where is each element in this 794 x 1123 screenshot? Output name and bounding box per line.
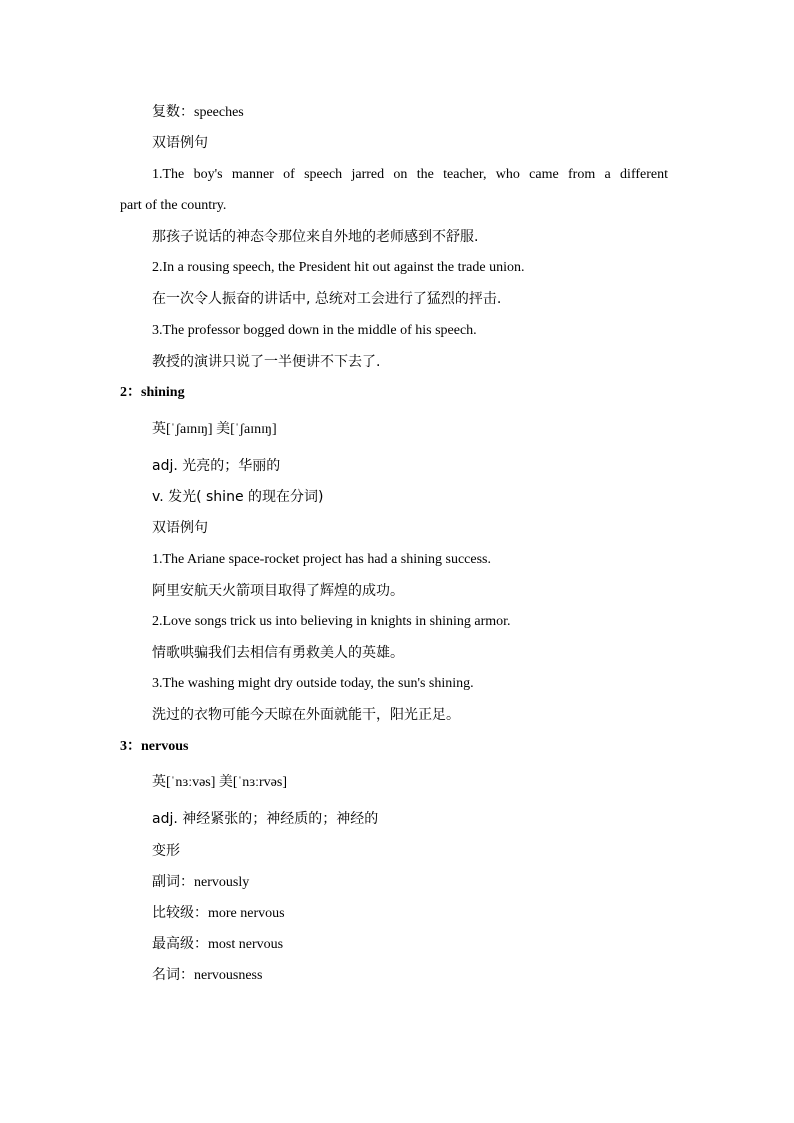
superlative-line xyxy=(152,935,283,954)
noun-value: nervousness xyxy=(194,968,263,983)
comparative-value: more nervous xyxy=(208,906,285,921)
heading-shining: 2：shining xyxy=(120,385,185,400)
adverb-value: nervously xyxy=(194,875,250,890)
speech-example-3-zh: 教授的演讲只说了一半便讲不下去了. xyxy=(152,354,381,370)
definition-verb-shining: v. 发光( shine 的现在分词) xyxy=(152,489,324,505)
comparative-label: 比较级： xyxy=(152,905,208,921)
heading-nervous: 3：nervous xyxy=(120,739,189,754)
speech-example-3-en: 3.The professor bogged down in the middle of his speech. xyxy=(152,323,477,338)
plural-line xyxy=(152,103,244,122)
phonetic-shining: 英[ˈʃaɪnɪŋ] 美[ˈʃaɪnɪŋ] xyxy=(152,422,277,437)
speech-example-1-en-cont: part of the country. xyxy=(120,198,227,213)
plural-label: 复数： xyxy=(152,104,194,120)
plural-value: speeches xyxy=(194,105,244,120)
noun-label: 名词： xyxy=(152,967,194,983)
noun-line xyxy=(152,966,262,985)
definition-adj-shining: adj. 光亮的；华丽的 xyxy=(152,458,281,474)
definition-adj-nervous: adj. 神经紧张的；神经质的；神经的 xyxy=(152,811,379,827)
comparative-line xyxy=(152,904,285,923)
phonetic-nervous: 英[ˈnɜːvəs] 美[ˈnɜːrvəs] xyxy=(152,775,287,790)
examples-title-shining: 双语例句 xyxy=(152,520,208,536)
examples-title-speech: 双语例句 xyxy=(152,135,208,151)
speech-example-2-zh: 在一次令人振奋的讲话中, 总统对工会进行了猛烈的抨击. xyxy=(152,291,502,307)
shining-example-2-en: 2.Love songs trick us into believing in knights in shining armor. xyxy=(152,614,511,629)
speech-example-2-en: 2.In a rousing speech, the President hit out against the trade union. xyxy=(152,260,525,275)
shining-example-1-zh: 阿里安航天火箭项目取得了辉煌的成功。 xyxy=(152,583,404,599)
superlative-value: most nervous xyxy=(208,937,284,952)
adverb-line xyxy=(152,873,249,892)
adverb-label: 副词： xyxy=(152,874,194,890)
shining-example-2-zh: 情歌哄骗我们去相信有勇救美人的英雄。 xyxy=(152,645,404,661)
superlative-label: 最高级： xyxy=(152,936,208,952)
forms-title: 变形 xyxy=(152,843,180,859)
shining-example-3-zh: 洗过的衣物可能今天晾在外面就能干，阳光正足。 xyxy=(152,707,460,723)
speech-example-1-zh: 那孩子说话的神态令那位来自外地的老师感到不舒服. xyxy=(152,229,479,245)
shining-example-3-en: 3.The washing might dry outside today, the sun's shining. xyxy=(152,676,474,691)
shining-example-1-en: 1.The Ariane space-rocket project has had a shining success. xyxy=(152,552,491,567)
speech-example-1-en: 1.The boy's manner of speech jarred on the teacher, who came from a different xyxy=(152,167,668,182)
